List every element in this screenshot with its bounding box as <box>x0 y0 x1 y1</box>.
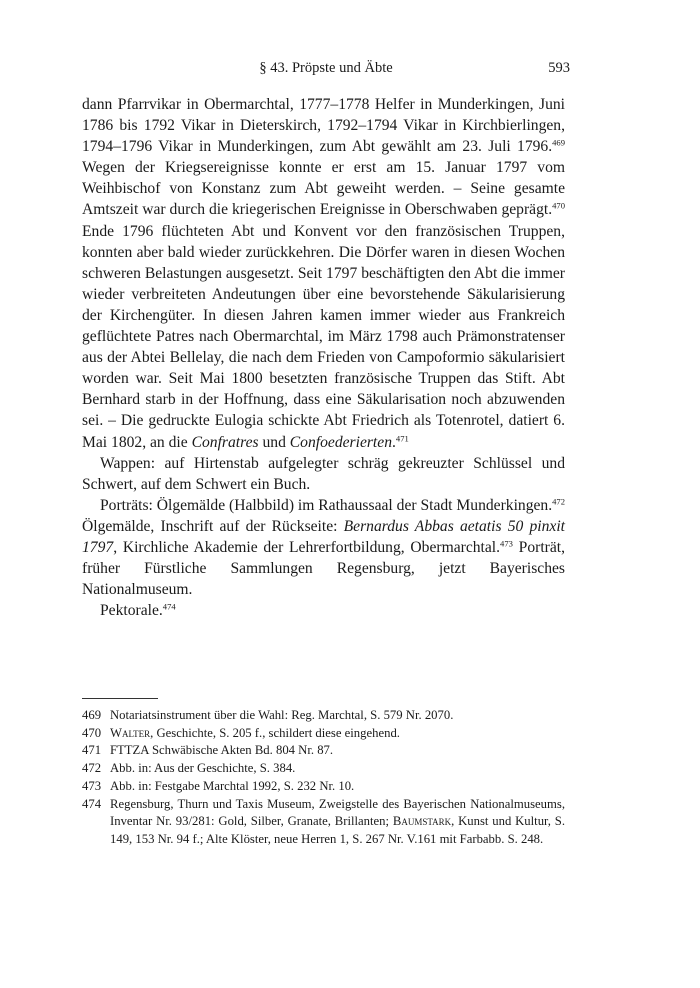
text-run: , Geschichte, S. 205 f., schildert diese eingehend. <box>150 725 400 740</box>
footnote-471 <box>82 742 565 760</box>
text-run: , Kunst und Kultur, S. 149, 153 Nr. 94 f.; Alte Klöster, neue Herren 1, S. 267 Nr. V.161 mit Farbabb. S. 248. <box>110 814 565 846</box>
footnote-number: 473 <box>82 778 102 793</box>
footnote-ref[interactable]: 472 <box>552 496 565 507</box>
italic-term: Confratres <box>191 433 259 451</box>
footnote-separator <box>82 698 158 699</box>
footnote-469 <box>82 707 565 725</box>
author-name: Baumstark <box>392 814 452 829</box>
text-run: Ende 1796 flüchteten Abt und Konvent vor den französischen Truppen, konnten aber bald wieder zurückkehren. Die Dörfer waren in diesen Wochen schweren Belastungen ausgesetzt. Seit 1797 beschäftigten den Abt die immer wieder verbreiteten Andeutungen über eine bevorstehende Säkularisierung der Kirchengüter. In diesen Jahren kamen immer wieder aus Frankreich geflüchtete Patres nach Obermarchtal, im März 1798 auch Prämonstratenser aus der Abtei Bellelay, die nach dem Frieden von Campoformio säkularisiert worden war. Seit Mai 1800 besetzten französische Truppen das Stift. Abt Bernhard starb in der Hoffnung, dass eine Säkularisation noch abzuwenden sei. – Die gedruckte Eulogia schickte Abt Friedrich als Totenrotel, datiert 6. Mai 1802, an die <box>82 222 565 451</box>
footnote-474 <box>82 796 565 849</box>
footnote-number: 470 <box>82 725 102 740</box>
footnote-ref[interactable]: 474 <box>162 601 176 612</box>
text-run: Wegen der Kriegsereignisse konnte er erst am 15. Januar 1797 vom Weihbischof von Konstanz zum Abt geweiht werden. – Seine gesamte Amtszeit war durch die kriegerischen Ereignisse in Oberschwaben geprägt. <box>82 159 565 219</box>
footnote-number: 472 <box>82 761 102 776</box>
text-run: Porträts: Ölgemälde (Halbbild) im Rathaussaal der Stadt Munderkingen. <box>100 496 553 514</box>
text-run: dann Pfarrvikar in Obermarchtal, 1777–1778 Helfer in Munderkingen, Juni 1786 bis 1792 Vikar in Dieterskirch, 1792–1794 Vikar in Kirchbierlingen, 1794–1796 Vikar in Munderkingen, zum Abt gewählt am 23. Juli 1796. <box>82 96 565 156</box>
text-run: . <box>392 433 396 451</box>
text-run: Pektorale. <box>100 602 163 620</box>
footnote-ref[interactable]: 473 <box>500 538 513 549</box>
footnote-text <box>110 725 565 743</box>
footnote-473 <box>82 778 565 796</box>
footnote-text: Abb. in: Aus der Geschichte, S. 384. <box>110 761 296 776</box>
footnote-text: Notariatsinstrument über die Wahl: Reg. Marchtal, S. 579 Nr. 2070. <box>110 708 454 722</box>
text-run: und <box>258 433 290 451</box>
author-name: Walter <box>110 725 151 740</box>
footnote-text: FTTZA Schwäbische Akten Bd. 804 Nr. 87. <box>110 743 334 758</box>
text-run: Ölgemälde, Inschrift auf der Rückseite: <box>82 517 344 535</box>
footnote-ref[interactable]: 470 <box>552 200 565 211</box>
paragraph-pectoral <box>82 600 565 621</box>
paragraph-portraits <box>82 495 565 600</box>
footnote-text <box>110 796 565 849</box>
running-header <box>82 60 570 80</box>
footnote-ref[interactable]: 469 <box>552 137 565 148</box>
italic-term: Confoederierten <box>289 433 392 451</box>
main-text <box>82 94 565 621</box>
paragraph-biography <box>82 94 565 453</box>
text-run: , Kirchliche Akademie der Lehrerfortbildung, Obermarchtal. <box>113 538 501 556</box>
footnote-number: 469 <box>82 708 102 722</box>
footnote-470 <box>82 725 565 743</box>
footnote-text: Abb. in: Festgabe Marchtal 1992, S. 232 Nr. 10. <box>110 778 355 793</box>
paragraph-coat-of-arms: Wappen: auf Hirtenstab aufgelegter schräg gekreuzter Schlüssel und Schwert, auf dem Schwert ein Buch. <box>82 454 565 493</box>
page-number: 593 <box>548 60 570 76</box>
footnote-number: 471 <box>82 743 102 758</box>
text-run: Porträt, früher Fürstliche Sammlungen Regensburg, jetzt Bayerisches Nationalmuseum. <box>82 538 565 599</box>
italic-inscription: Bernardus Abbas aetatis 50 pinxit 1797 <box>82 517 565 556</box>
footnote-number: 474 <box>82 796 102 811</box>
running-title: § 43. Pröpste und Äbte <box>259 60 393 76</box>
text-run: Regensburg, Thurn und Taxis Museum, Zweigstelle des Bayerischen Nationalmuseums, Inventar Nr. 93/281: Gold, Silber, Granate, Brillanten; <box>110 796 565 829</box>
footnote-ref[interactable]: 471 <box>395 432 409 443</box>
footnotes <box>82 707 565 849</box>
footnote-472 <box>82 760 565 778</box>
